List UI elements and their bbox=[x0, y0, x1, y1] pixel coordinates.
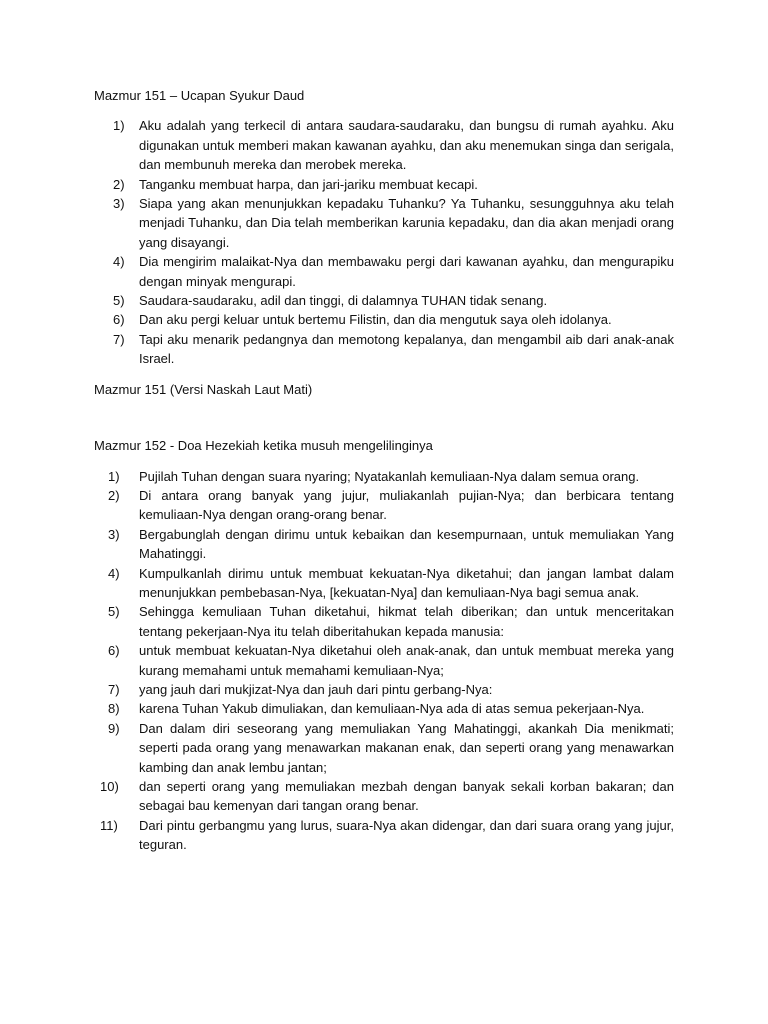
verse-number: 11) bbox=[100, 817, 118, 833]
verse-item bbox=[94, 467, 674, 486]
verse-text: Dia mengirim malaikat-Nya dan membawaku pergi dari kawanan ayahku, dan mengurapiku dengan minyak mengurapi. bbox=[139, 254, 674, 289]
psalm-151-verse-list bbox=[94, 116, 674, 368]
verse-item bbox=[94, 680, 674, 699]
verse-text: Di antara orang banyak yang jujur, muliakanlah pujian-Nya; dan berbicara tentang kemuliaan-Nya dengan orang-orang benar. bbox=[139, 487, 674, 523]
verse-text: Tanganku membuat harpa, dan jari-jariku membuat kecapi. bbox=[139, 176, 478, 192]
verse-number: 10) bbox=[100, 779, 119, 794]
verse-text: Pujilah Tuhan dengan suara nyaring; Nyatakanlah kemuliaan-Nya dalam semua orang. bbox=[139, 468, 640, 484]
verse-number: 8) bbox=[108, 701, 120, 717]
verse-text: Sehingga kemuliaan Tuhan diketahui, hikmat telah diberikan; dan untuk menceritakan tentang pekerjaan-Nya itu telah diberitahukan kepada manusia: bbox=[139, 604, 674, 639]
verse-text: Dan aku pergi keluar untuk bertemu Filistin, dan dia mengutuk saya oleh idolanya. bbox=[139, 312, 612, 328]
verse-item bbox=[94, 310, 674, 329]
verse-item bbox=[94, 816, 674, 855]
verse-item bbox=[94, 602, 674, 641]
verse-text: yang jauh dari mukjizat-Nya dan jauh dari pintu gerbang-Nya: bbox=[139, 681, 493, 697]
verse-item bbox=[94, 719, 674, 777]
verse-number: 7) bbox=[108, 681, 120, 697]
verse-number: 9) bbox=[108, 720, 120, 736]
verse-number: 3) bbox=[113, 196, 125, 212]
verse-number: 5) bbox=[108, 604, 120, 620]
verse-item bbox=[94, 252, 674, 291]
verse-text: dan seperti orang yang memuliakan mezbah dengan banyak sekali korban bakaran; dan sebagai bau kemenyan dari tangan orang benar. bbox=[139, 779, 674, 814]
verse-item bbox=[94, 330, 674, 369]
verse-number: 4) bbox=[113, 254, 125, 270]
verse-item bbox=[94, 194, 674, 252]
verse-item bbox=[94, 699, 674, 718]
verse-number: 4) bbox=[108, 565, 120, 581]
verse-number: 2) bbox=[113, 176, 125, 192]
verse-item bbox=[94, 777, 674, 816]
verse-text: karena Tuhan Yakub dimuliakan, dan kemuliaan-Nya ada di atas semua pekerjaan-Nya. bbox=[139, 701, 645, 717]
verse-number: 6) bbox=[108, 643, 120, 659]
verse-text: Bergabunglah dengan dirimu untuk kebaikan dan kesempurnaan, untuk memuliakan Yang Mahatinggi. bbox=[139, 526, 674, 562]
verse-item bbox=[94, 564, 674, 603]
verse-text: Siapa yang akan menunjukkan kepadaku Tuhanku? Ya Tuhanku, sesungguhnya aku telah menjadi Tuhanku, dan Dia telah memberikan karunia kepadaku, dan dia akan menjadi orang yang disayangi. bbox=[139, 196, 674, 250]
verse-text: Tapi aku menarik pedangnya dan memotong kepalanya, dan mengambil aib dari anak-anak Israel. bbox=[139, 331, 674, 367]
verse-number: 7) bbox=[113, 331, 125, 347]
verse-text: Saudara-saudaraku, adil dan tinggi, di dalamnya TUHAN tidak senang. bbox=[139, 293, 548, 309]
verse-item bbox=[94, 486, 674, 525]
verse-text: Aku adalah yang terkecil di antara saudara-saudaraku, dan bungsu di rumah ayahku. Aku digunakan untuk memberi makan kawanan ayahku, dan aku menemukan singa dan serigala, dan membunuh mereka dan merobek mereka. bbox=[139, 118, 674, 173]
verse-number: 1) bbox=[113, 118, 125, 134]
verse-number: 2) bbox=[108, 487, 120, 503]
section-heading-psalm-151: Mazmur 151 – Ucapan Syukur Daud bbox=[94, 88, 305, 103]
verse-number: 1) bbox=[108, 468, 120, 484]
verse-item bbox=[94, 291, 674, 310]
section-heading-dead-sea-version: Mazmur 151 (Versi Naskah Laut Mati) bbox=[94, 381, 313, 397]
psalm-152-verse-list bbox=[94, 467, 674, 855]
verse-text: Dan dalam diri seseorang yang memuliakan Yang Mahatinggi, akankah Dia menikmati; seperti pada orang yang menawarkan makanan enak, dan seperti orang yang menawarkan kambing dan anak lembu jantan; bbox=[139, 720, 674, 775]
verse-text: untuk membuat kekuatan-Nya diketahui oleh anak-anak, dan untuk membuat mereka yang kurang memahami untuk memahami kemuliaan-Nya; bbox=[139, 643, 674, 678]
verse-text: Dari pintu gerbangmu yang lurus, suara-Nya akan didengar, dan dari suara orang yang jujur, teguran. bbox=[139, 817, 674, 853]
verse-item bbox=[94, 641, 674, 680]
document-page bbox=[94, 86, 674, 855]
verse-number: 5) bbox=[113, 293, 125, 309]
verse-number: 6) bbox=[113, 312, 125, 328]
section-heading-psalm-152: Mazmur 152 - Doa Hezekiah ketika musuh mengelilinginya bbox=[94, 438, 433, 454]
verse-item bbox=[94, 175, 674, 194]
verse-number: 3) bbox=[108, 526, 120, 542]
verse-item bbox=[94, 116, 674, 174]
verse-item bbox=[94, 525, 674, 564]
verse-text: Kumpulkanlah dirimu untuk membuat kekuatan-Nya diketahui; dan jangan lambat dalam menunjukkan pembebasan-Nya, [kekuatan-Nya] dan kemuliaan-Nya bagi semua anak. bbox=[139, 565, 674, 600]
